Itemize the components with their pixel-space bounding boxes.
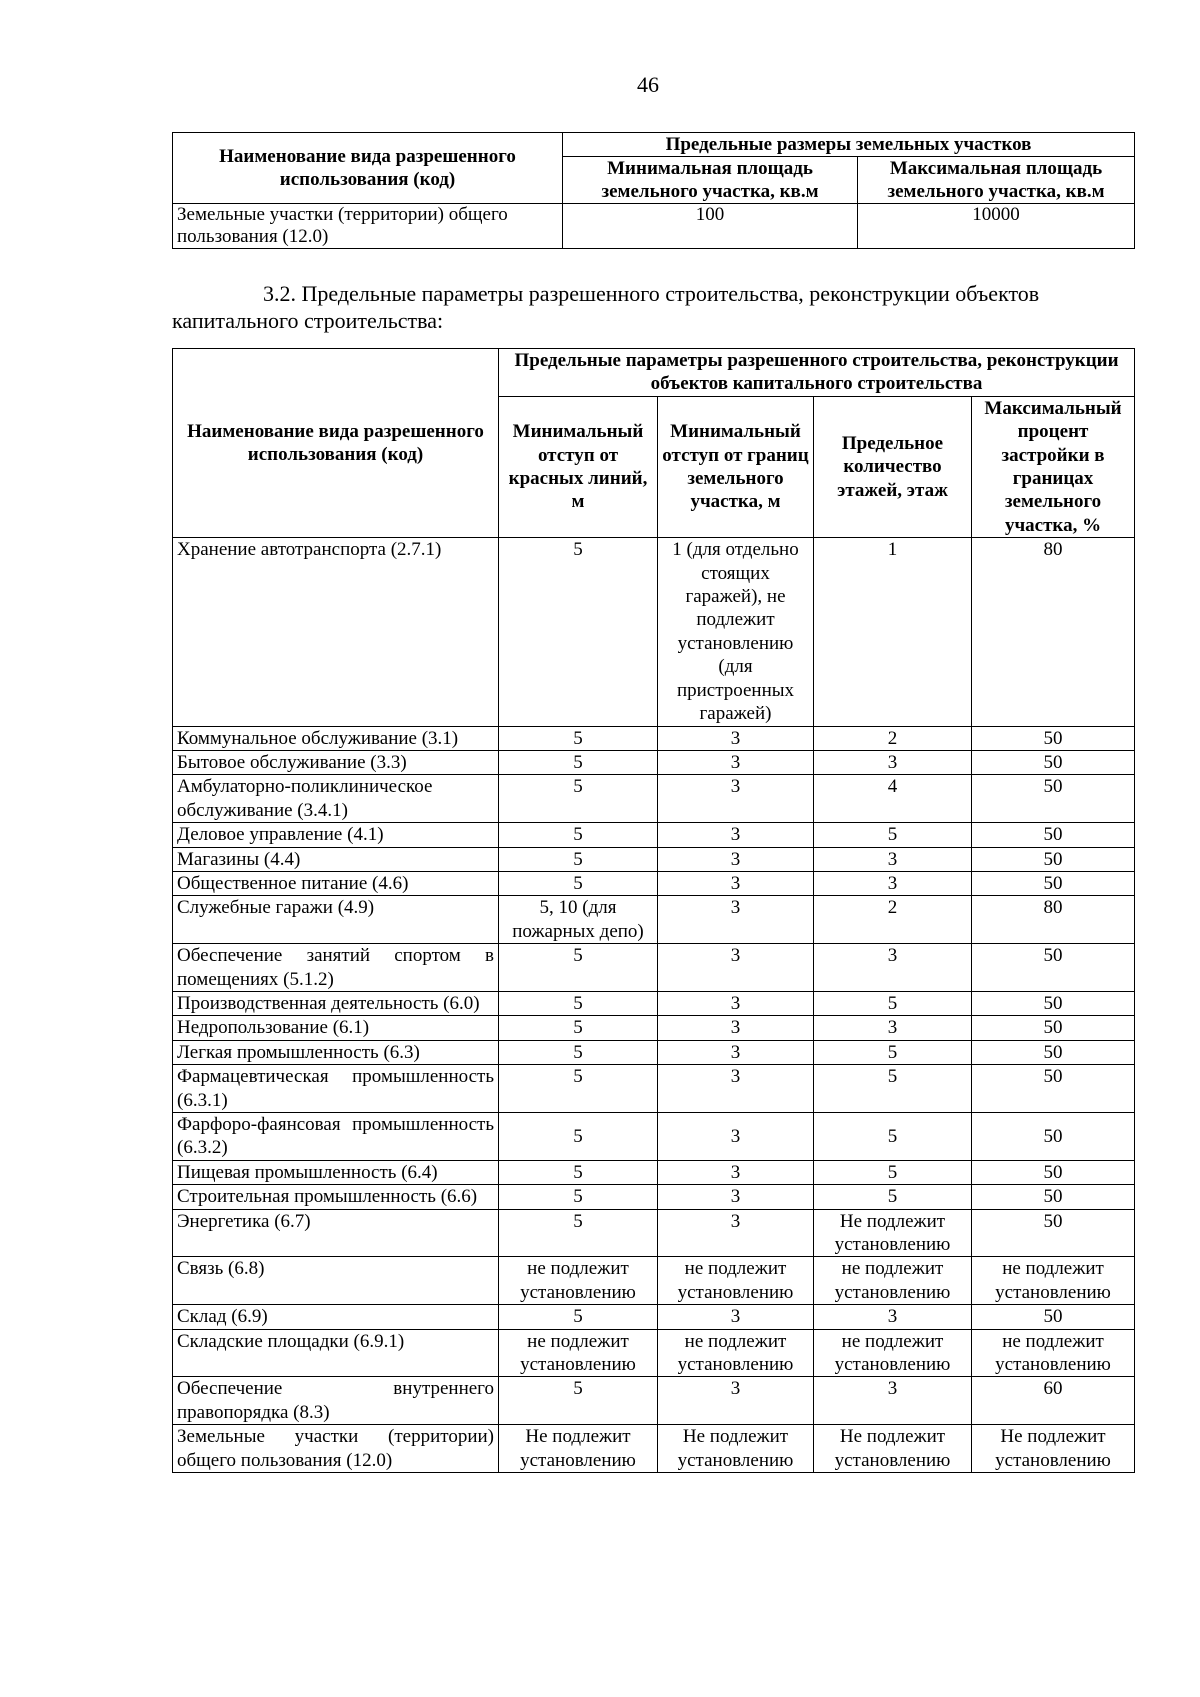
row-boundaries: 3 bbox=[658, 871, 814, 895]
row-boundaries: 3 bbox=[658, 1185, 814, 1209]
row-percent: 50 bbox=[972, 991, 1135, 1015]
row-boundaries: не подлежит установлению bbox=[658, 1257, 814, 1305]
row-floors: 2 bbox=[814, 896, 972, 944]
row-boundaries: 3 bbox=[658, 823, 814, 847]
row-boundaries: 3 bbox=[658, 1305, 814, 1329]
row-floors: 3 bbox=[814, 1305, 972, 1329]
row-red-lines: не подлежит установлению bbox=[499, 1257, 658, 1305]
row-red-lines: 5 bbox=[499, 991, 658, 1015]
row-red-lines: 5 bbox=[499, 1185, 658, 1209]
t1-header-group: Предельные размеры земельных участков bbox=[563, 133, 1135, 157]
row-floors: 2 bbox=[814, 726, 972, 750]
row-name: Фарфоро-фаянсовая промышленность (6.3.2) bbox=[173, 1113, 499, 1161]
row-percent: 50 bbox=[972, 1065, 1135, 1113]
row-floors: 3 bbox=[814, 871, 972, 895]
t1-header-max-area: Максимальная площадь земельного участка, кв.м bbox=[858, 157, 1135, 204]
t2-header-red-lines: Минимальный отступ от красных линий, м bbox=[499, 396, 658, 537]
row-percent: 80 bbox=[972, 538, 1135, 726]
row-red-lines: 5 bbox=[499, 1016, 658, 1040]
row-name: Склад (6.9) bbox=[173, 1305, 499, 1329]
row-name: Складские площадки (6.9.1) bbox=[173, 1329, 499, 1377]
row-floors: Не подлежит установлению bbox=[814, 1209, 972, 1257]
row-percent: 80 bbox=[972, 896, 1135, 944]
row-floors: 3 bbox=[814, 1377, 972, 1425]
row-floors: 3 bbox=[814, 1016, 972, 1040]
t2-header-group: Предельные параметры разрешенного строительства, реконструкции объектов капитального строительства bbox=[499, 349, 1135, 397]
row-red-lines: 5 bbox=[499, 944, 658, 992]
row-name: Земельные участки (территории) общего пользования (12.0) bbox=[173, 1425, 499, 1473]
row-boundaries: 3 bbox=[658, 726, 814, 750]
t2-header-percent: Максимальный процент застройки в границах земельного участка, % bbox=[972, 396, 1135, 537]
row-boundaries: 1 (для отдельно стоящих гаражей), не подлежит установлению (для пристроенных гаражей) bbox=[658, 538, 814, 726]
row-boundaries: 3 bbox=[658, 896, 814, 944]
table-row bbox=[173, 1329, 1135, 1377]
row-boundaries: 3 bbox=[658, 1016, 814, 1040]
row-boundaries: 3 bbox=[658, 1065, 814, 1113]
row-red-lines: Не подлежит установлению bbox=[499, 1425, 658, 1473]
row-floors: Не подлежит установлению bbox=[814, 1425, 972, 1473]
row-percent: 50 bbox=[972, 871, 1135, 895]
row-red-lines: 5 bbox=[499, 775, 658, 823]
table-row bbox=[173, 538, 1135, 726]
table-row bbox=[173, 1377, 1135, 1425]
row-name: Строительная промышленность (6.6) bbox=[173, 1185, 499, 1209]
row-name: Амбулаторно-поликлиническое обслуживание (3.4.1) bbox=[173, 775, 499, 823]
row-name: Служебные гаражи (4.9) bbox=[173, 896, 499, 944]
table-row bbox=[173, 847, 1135, 871]
row-name: Бытовое обслуживание (3.3) bbox=[173, 750, 499, 774]
row-boundaries: Не подлежит установлению bbox=[658, 1425, 814, 1473]
t2-header-floors: Предельное количество этажей, этаж bbox=[814, 396, 972, 537]
row-floors: 4 bbox=[814, 775, 972, 823]
table-row bbox=[173, 204, 1135, 249]
row-floors: 5 bbox=[814, 1113, 972, 1161]
row-red-lines: 5 bbox=[499, 1065, 658, 1113]
row-boundaries: 3 bbox=[658, 1377, 814, 1425]
row-red-lines: не подлежит установлению bbox=[499, 1329, 658, 1377]
row-red-lines: 5 bbox=[499, 1209, 658, 1257]
row-percent: 50 bbox=[972, 1113, 1135, 1161]
t1-row-min: 100 bbox=[563, 204, 858, 249]
t1-row-name: Земельные участки (территории) общего пользования (12.0) bbox=[173, 204, 563, 249]
row-percent: 50 bbox=[972, 847, 1135, 871]
row-red-lines: 5 bbox=[499, 1040, 658, 1064]
table-row bbox=[173, 1016, 1135, 1040]
row-boundaries: 3 bbox=[658, 991, 814, 1015]
row-name: Обеспечение внутреннего правопорядка (8.3) bbox=[173, 1377, 499, 1425]
table-row bbox=[173, 1209, 1135, 1257]
row-name: Хранение автотранспорта (2.7.1) bbox=[173, 538, 499, 726]
construction-parameters-table bbox=[172, 348, 1135, 1473]
table-row bbox=[173, 1040, 1135, 1064]
row-boundaries: 3 bbox=[658, 775, 814, 823]
table-row bbox=[173, 750, 1135, 774]
row-percent: 50 bbox=[972, 944, 1135, 992]
row-red-lines: 5 bbox=[499, 847, 658, 871]
row-floors: 3 bbox=[814, 944, 972, 992]
row-boundaries: 3 bbox=[658, 1113, 814, 1161]
row-boundaries: не подлежит установлению bbox=[658, 1329, 814, 1377]
table-row bbox=[173, 1425, 1135, 1473]
row-percent: 50 bbox=[972, 1016, 1135, 1040]
row-boundaries: 3 bbox=[658, 1160, 814, 1184]
row-percent: 50 bbox=[972, 1185, 1135, 1209]
t1-row-max: 10000 bbox=[858, 204, 1135, 249]
row-red-lines: 5 bbox=[499, 750, 658, 774]
table-row bbox=[173, 1113, 1135, 1161]
row-floors: 5 bbox=[814, 1065, 972, 1113]
table-row bbox=[173, 871, 1135, 895]
row-name: Пищевая промышленность (6.4) bbox=[173, 1160, 499, 1184]
row-floors: не подлежит установлению bbox=[814, 1257, 972, 1305]
row-name: Производственная деятельность (6.0) bbox=[173, 991, 499, 1015]
table-row bbox=[173, 1185, 1135, 1209]
row-percent: не подлежит установлению bbox=[972, 1257, 1135, 1305]
row-floors: 5 bbox=[814, 991, 972, 1015]
row-percent: 50 bbox=[972, 1305, 1135, 1329]
row-percent: 50 bbox=[972, 750, 1135, 774]
table-row bbox=[173, 823, 1135, 847]
table-row bbox=[173, 944, 1135, 992]
row-floors: 3 bbox=[814, 847, 972, 871]
row-floors: 5 bbox=[814, 1160, 972, 1184]
row-boundaries: 3 bbox=[658, 1040, 814, 1064]
row-percent: 50 bbox=[972, 726, 1135, 750]
row-name: Легкая промышленность (6.3) bbox=[173, 1040, 499, 1064]
row-percent: Не подлежит установлению bbox=[972, 1425, 1135, 1473]
row-boundaries: 3 bbox=[658, 1209, 814, 1257]
t2-header-name: Наименование вида разрешенного использования (код) bbox=[173, 349, 499, 538]
row-percent: 50 bbox=[972, 1160, 1135, 1184]
row-floors: 3 bbox=[814, 750, 972, 774]
t1-header-min-area: Минимальная площадь земельного участка, кв.м bbox=[563, 157, 858, 204]
table-row bbox=[173, 775, 1135, 823]
row-name: Обеспечение занятий спортом в помещениях (5.1.2) bbox=[173, 944, 499, 992]
row-floors: 5 bbox=[814, 1040, 972, 1064]
table-row bbox=[173, 991, 1135, 1015]
page-number: 46 bbox=[637, 72, 659, 97]
row-percent: 50 bbox=[972, 1209, 1135, 1257]
row-boundaries: 3 bbox=[658, 944, 814, 992]
row-floors: 1 bbox=[814, 538, 972, 726]
row-name: Общественное питание (4.6) bbox=[173, 871, 499, 895]
row-red-lines: 5 bbox=[499, 823, 658, 847]
table-row bbox=[173, 1160, 1135, 1184]
row-red-lines: 5 bbox=[499, 1305, 658, 1329]
row-boundaries: 3 bbox=[658, 750, 814, 774]
row-name: Фармацевтическая промышленность (6.3.1) bbox=[173, 1065, 499, 1113]
section-heading: 3.2. Предельные параметры разрешенного строительства, реконструкции объектов капитального строительства: bbox=[172, 281, 1040, 333]
row-name: Связь (6.8) bbox=[173, 1257, 499, 1305]
row-red-lines: 5, 10 (для пожарных депо) bbox=[499, 896, 658, 944]
table-row bbox=[173, 726, 1135, 750]
row-red-lines: 5 bbox=[499, 871, 658, 895]
table-row bbox=[173, 1305, 1135, 1329]
row-percent: 50 bbox=[972, 823, 1135, 847]
row-name: Магазины (4.4) bbox=[173, 847, 499, 871]
row-red-lines: 5 bbox=[499, 1377, 658, 1425]
row-name: Недропользование (6.1) bbox=[173, 1016, 499, 1040]
row-name: Деловое управление (4.1) bbox=[173, 823, 499, 847]
land-plot-size-table bbox=[172, 132, 1135, 249]
row-name: Коммунальное обслуживание (3.1) bbox=[173, 726, 499, 750]
table-row bbox=[173, 1257, 1135, 1305]
row-percent: 50 bbox=[972, 1040, 1135, 1064]
row-red-lines: 5 bbox=[499, 1113, 658, 1161]
row-boundaries: 3 bbox=[658, 847, 814, 871]
row-percent: не подлежит установлению bbox=[972, 1329, 1135, 1377]
t2-header-boundaries: Минимальный отступ от границ земельного участка, м bbox=[658, 396, 814, 537]
row-red-lines: 5 bbox=[499, 538, 658, 726]
row-percent: 50 bbox=[972, 775, 1135, 823]
table-row bbox=[173, 896, 1135, 944]
row-floors: 5 bbox=[814, 1185, 972, 1209]
row-name: Энергетика (6.7) bbox=[173, 1209, 499, 1257]
t1-header-name: Наименование вида разрешенного использования (код) bbox=[173, 133, 563, 204]
row-floors: не подлежит установлению bbox=[814, 1329, 972, 1377]
row-percent: 60 bbox=[972, 1377, 1135, 1425]
row-red-lines: 5 bbox=[499, 1160, 658, 1184]
table-row bbox=[173, 1065, 1135, 1113]
row-red-lines: 5 bbox=[499, 726, 658, 750]
row-floors: 5 bbox=[814, 823, 972, 847]
